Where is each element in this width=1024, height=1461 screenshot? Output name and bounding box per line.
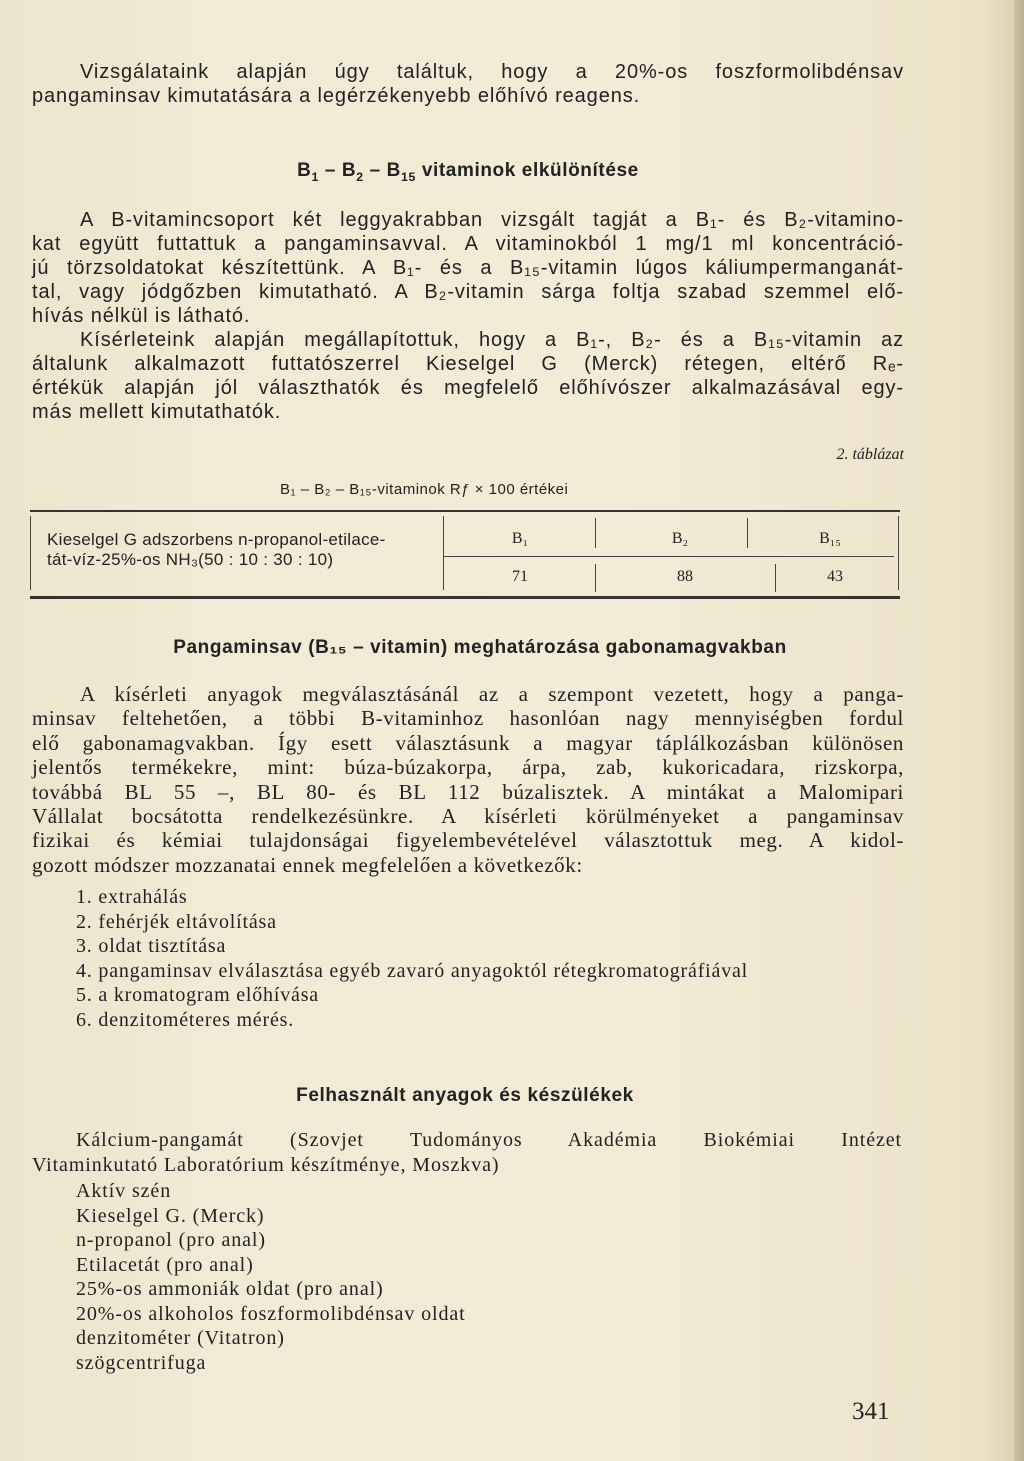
rf-table xyxy=(30,510,900,599)
section1-para2-line-3: értékük alapján jól választhatók és megfelelő előhívószer alkalmazásával egy- xyxy=(32,377,904,399)
material-item-5: 25%-os ammoniák oldat (pro anal) xyxy=(76,1278,384,1300)
section1-heading xyxy=(0,160,936,184)
table-description-line-2: tát-víz-25%-os NH₃(50 : 10 : 30 : 10) xyxy=(47,550,334,569)
section1-para1-line-5: hívás nélkül is látható. xyxy=(32,305,251,327)
table-description-line-1: Kieselgel G adszorbens n-propanol-etilace- xyxy=(47,530,386,549)
section2-para-line-3: elő gabonamagvakban. Így esett választásunk a magyar táplálkozásban különösen xyxy=(32,730,904,755)
section1-para2-line-4: más mellett kimutathatók. xyxy=(32,401,282,423)
table-caption: B₁ – B₂ – B₁₅-vitaminok Rƒ × 100 értékei xyxy=(280,481,569,498)
material-item-7: denzitométer (Vitatron) xyxy=(76,1327,285,1349)
material-item-4: Etilacetát (pro anal) xyxy=(76,1253,254,1276)
table-value-b15: 43 xyxy=(827,568,843,585)
section2-paragraph xyxy=(32,682,904,877)
table-vsep-2 xyxy=(747,518,748,548)
heading-b15-sub: 15 xyxy=(401,169,416,184)
section1-paragraph-2 xyxy=(32,328,904,424)
heading-b2-sub: 2 xyxy=(356,169,364,184)
section1-para2-line-1: Kísérleteink alapján megállapítottuk, hogy a B₁-, B₂- és a B₁₅-vitamin az xyxy=(80,329,904,351)
intro-line-1: Vizsgálataink alapján úgy találtuk, hogy a 20%-os foszformolibdénsav xyxy=(80,61,904,83)
table-value-b2: 88 xyxy=(677,568,693,585)
table-header-b1: B₁ xyxy=(511,530,529,547)
intro-line-2: pangaminsav kimutatására a legérzékenyebb előhívó reagens. xyxy=(32,85,641,107)
material-item-6: 20%-os alkoholos foszformolibdénsav oldat xyxy=(76,1302,466,1325)
section1-para1-line-4: tal, vagy jódgőzben kimutatható. A B₂-vitamin sárga foltja szabad szemmel elő- xyxy=(32,281,904,303)
heading-dash-1: – xyxy=(324,160,337,181)
material-item-3: n-propanol (pro anal) xyxy=(76,1229,266,1251)
section2-para-line-6: Vállalat bocsátotta rendelkezésünkre. A kísérleti körülményeket a pangaminsav xyxy=(32,804,904,829)
section1-para1-line-1: A B-vitamincsoport két leggyakrabban vizsgált tagját a B₁- és B₂-vitamino- xyxy=(80,209,904,231)
material-item-1: Aktív szén xyxy=(76,1180,172,1202)
intro-paragraph xyxy=(32,60,904,108)
method-step-5: 5. a kromatogram előhívása xyxy=(76,984,319,1007)
heading-b1: B xyxy=(297,160,312,181)
section2-heading: Pangaminsav (B₁₅ – vitamin) meghatározása gabonamagvakban xyxy=(173,637,787,658)
section2-para-line-2: minsav feltehetően, a többi B-vitaminhoz hasonlóan nagy mennyiségben fordul xyxy=(32,706,904,731)
page-edge xyxy=(1014,0,1024,1461)
section1-paragraph-1 xyxy=(32,208,904,328)
page-number: 341 xyxy=(852,1398,890,1425)
section2-para-line-5: továbbá BL 55 –, BL 80- és BL 112 búzalisztek. A mintákat a Malomipari xyxy=(32,779,904,804)
method-step-6: 6. denzitométeres mérés. xyxy=(76,1009,295,1031)
section3-heading: Felhasznált anyagok és készülékek xyxy=(296,1085,634,1106)
materials-first-line: Kálcium-pangamát (Szovjet Tudományos Akadémia Biokémiai Intézet xyxy=(76,1129,902,1151)
section2-para-line-4: jelentős termékekre, mint: búza-búzakorpa, árpa, zab, kukoricadara, rizskorpa, xyxy=(32,755,904,780)
table-value-b1: 71 xyxy=(512,568,528,585)
table-label: 2. táblázat xyxy=(836,446,904,463)
method-step-1: 1. extrahálás xyxy=(76,886,188,908)
method-step-2: 2. fehérjék eltávolítása xyxy=(76,910,277,933)
materials-second-line: Vitaminkutató Laboratórium készítménye, Moszkva) xyxy=(32,1154,500,1176)
table-vsep-4 xyxy=(775,564,776,592)
table-header-b2: B₂ xyxy=(671,530,689,547)
table-right-border xyxy=(898,516,899,590)
method-step-3: 3. oldat tisztítása xyxy=(76,935,227,958)
material-item-8: szögcentrifuga xyxy=(76,1351,207,1374)
heading-dash-2: – xyxy=(369,160,381,181)
section2-para-line-1: A kísérleti anyagok megválasztásánál az a szempont vezetett, hogy a panga- xyxy=(80,682,904,706)
method-step-4: 4. pangaminsav elválasztása egyéb zavaró anyagoktól rétegkromatográfiával xyxy=(76,959,749,982)
table-hsep xyxy=(444,556,894,557)
heading-rest: vitaminok elkülönítése xyxy=(421,160,639,181)
section1-para2-line-2: általunk alkalmazott futtatószerrel Kieselgel G (Merck) rétegen, eltérő Rₑ- xyxy=(32,353,904,375)
material-item-2: Kieselgel G. (Merck) xyxy=(76,1204,265,1227)
heading-b2: B xyxy=(341,160,357,181)
table-vsep-3 xyxy=(595,564,596,592)
table-header-b15: B₁₅ xyxy=(819,530,841,547)
heading-b15: B xyxy=(386,160,401,181)
table-description-cell xyxy=(30,516,444,590)
section1-para1-line-2: kat együtt futtattuk a pangaminsavval. A vitaminokból 1 mg/1 ml koncentráció- xyxy=(32,233,904,255)
section2-para-line-8: gozott módszer mozzanatai ennek megfelelően a következők: xyxy=(32,852,583,877)
table-vsep-1 xyxy=(595,518,596,548)
section1-para1-line-3: jú törzsoldatokat készítettünk. A B₁- és a B₁₅-vitamin lúgos káliumpermanganát- xyxy=(32,257,904,279)
heading-b1-sub: 1 xyxy=(311,169,319,184)
section2-para-line-7: fizikai és kémiai tulajdonságai figyelembevételével választottuk meg. A kidol- xyxy=(32,828,904,853)
